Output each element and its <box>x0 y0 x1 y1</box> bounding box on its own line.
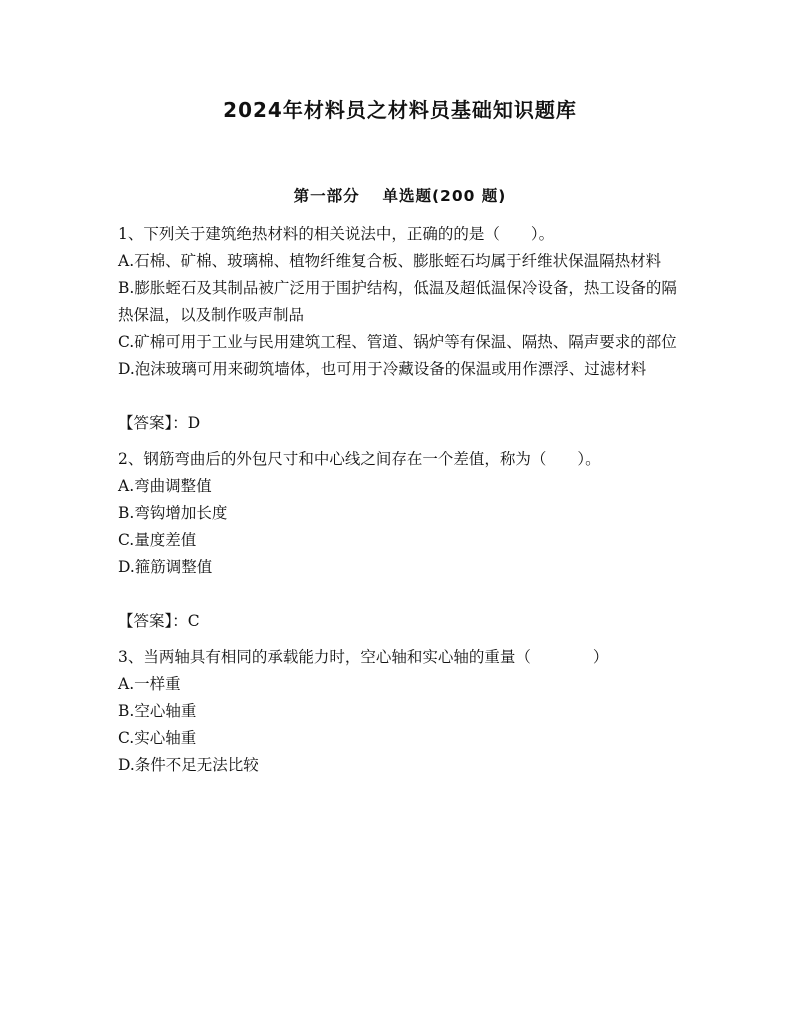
answer-1: 【答案】：D <box>118 414 201 432</box>
option-a: A.石棉、矿棉、玻璃棉、植物纤维复合板、膨胀蛭石均属于纤维状保温隔热材料 <box>118 252 662 270</box>
option-d: D.条件不足无法比较 <box>118 756 259 774</box>
question-stem: 1、下列关于建筑绝热材料的相关说法中，正确的的是（ ）。 <box>118 225 555 243</box>
option-b: B.空心轴重 <box>118 702 197 720</box>
option-d: D.泡沫玻璃可用来砌筑墙体，也可用于冷藏设备的保温或用作漂浮、过滤材料 <box>118 360 647 378</box>
page-title: 2024年材料员之材料员基础知识题库 <box>223 98 577 122</box>
question-2 <box>118 446 678 581</box>
question-3 <box>118 644 678 779</box>
option-a: A.一样重 <box>118 675 181 693</box>
option-b: B.弯钩增加长度 <box>118 504 228 522</box>
question-list <box>118 221 678 779</box>
question-stem: 3、当两轴具有相同的承载能力时，空心轴和实心轴的重量（ ） <box>118 648 609 666</box>
question-stem: 2、钢筋弯曲后的外包尺寸和中心线之间存在一个差值，称为（ ）。 <box>118 450 601 468</box>
option-d: D.箍筋调整值 <box>118 558 213 576</box>
option-c: C.量度差值 <box>118 531 197 549</box>
answer-2: 【答案】：C <box>118 612 200 630</box>
option-a: A.弯曲调整值 <box>118 477 212 495</box>
option-c: C.矿棉可用于工业与民用建筑工程、管道、锅炉等有保温、隔热、隔声要求的部位 <box>118 333 677 351</box>
option-b: B.膨胀蛭石及其制品被广泛用于围护结构，低温及超低温保冷设备，热工设备的隔热保温，以及制作吸声制品 <box>118 279 677 324</box>
option-c: C.实心轴重 <box>118 729 197 747</box>
question-1 <box>118 221 678 383</box>
section-heading: 第一部分 单选题(200 题) <box>293 187 507 205</box>
